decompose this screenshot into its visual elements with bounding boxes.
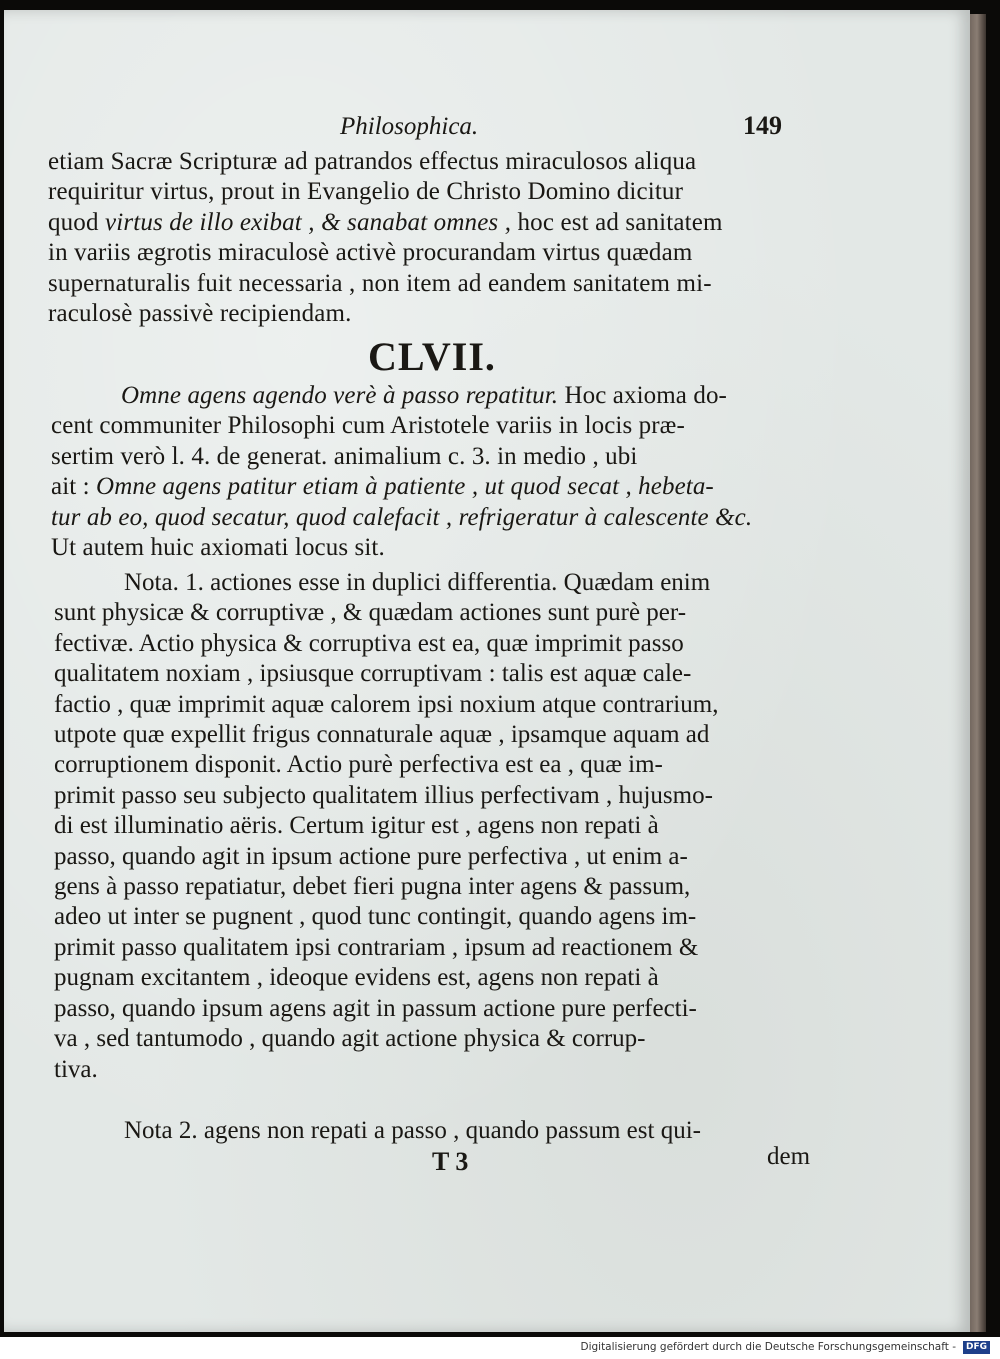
text-line: pugnam excitantem , ideoque evidens est, agens non repati à	[54, 964, 659, 992]
running-head: Philosophica.	[340, 113, 479, 140]
text-line: va , sed tantumodo , quando agit actione physica & corrup-	[54, 1025, 646, 1053]
text-line: sunt physicæ & corruptivæ , & quædam actiones sunt purè per-	[54, 599, 687, 627]
section-numeral: CLVII.	[368, 334, 496, 379]
digitization-credit: Digitalisierung gefördert durch die Deutsche Forschungsgemeinschaft -	[580, 1341, 956, 1353]
text-line: raculosè passivè recipiendam.	[48, 300, 352, 328]
text-line: qualitatem noxiam , ipsiusque corruptivam : talis est aquæ cale-	[54, 660, 692, 688]
text-line: primit passo qualitatem ipsi contrariam , ipsum ad reactionem &	[54, 933, 699, 961]
text-line: factio , quæ imprimit aquæ calorem ipsi noxium atque contrarium,	[54, 690, 719, 718]
text-line: cent communiter Philosophi cum Aristotele variis in locis præ-	[51, 412, 685, 440]
text-run: quod	[48, 208, 105, 236]
text-line: supernaturalis fuit necessaria , non item ad eandem sanitatem mi-	[48, 269, 712, 297]
nota-1-paragraph	[54, 568, 718, 1085]
page-edge	[968, 14, 986, 1332]
text-line: requiritur virtus, prout in Evangelio de Christo Domino dicitur	[48, 178, 684, 206]
text-run: ait :	[51, 473, 97, 501]
text-line: gens à passo repatiatur, debet fieri pugna inter agens & passum,	[54, 873, 691, 901]
text-line: passo, quando ipsum agens agit in passum actione pure perfecti-	[54, 994, 697, 1022]
text-line: Nota. 1. actiones esse in duplici differentia. Quædam enim	[124, 569, 711, 596]
text-line	[48, 208, 723, 238]
text-line: fectivæ. Actio physica & corruptiva est ea, quæ imprimit passo	[54, 629, 684, 657]
text-line: Ut autem huic axiomati locus sit.	[51, 534, 385, 562]
text-run: hoc est ad sanitatem	[511, 208, 723, 236]
text-line: etiam Sacræ Scripturæ ad patrandos effectus miraculosos aliqua	[48, 148, 697, 175]
printer-signature: T 3	[432, 1147, 469, 1176]
text-line: passo, quando agit in ipsum actione pure perfectiva , ut enim a-	[54, 842, 688, 870]
text-line	[51, 503, 752, 533]
nota-2-text: Nota 2. agens non repati a passo , quando passum est qui-	[124, 1117, 701, 1144]
text-line	[51, 472, 752, 502]
text-line: sertim verò l. 4. de generat. animalium c. 3. in medio , ubi	[51, 442, 638, 470]
italic-text: Omne agens agendo verè à passo repatitur.	[121, 382, 559, 409]
dfg-logo: DFG	[963, 1341, 990, 1354]
italic-text: Omne agens patitur etiam à patiente , ut quod secat , hebeta-	[96, 473, 714, 501]
text-line: utpote quæ expellit frigus connaturale aquæ , ipsamque aquam ad	[54, 721, 710, 749]
text-line: in variis ægrotis miraculosè activè procurandam virtus quædam	[48, 239, 693, 267]
text-line: corruptionem disponit. Actio purè perfectiva est ea , quæ im-	[54, 751, 663, 779]
text-line: tiva.	[54, 1055, 98, 1083]
text-line	[51, 381, 752, 411]
text-line: primit passo seu subjecto qualitatem illius perfectivam , hujusmo-	[54, 781, 713, 809]
axiom-paragraph	[51, 381, 752, 563]
text-line: adeo ut inter se pugnent , quod tunc contingit, quando agens im-	[54, 903, 697, 931]
italic-text: virtus de illo exibat , & sanabat omnes ,	[105, 208, 512, 236]
page-number: 149	[743, 111, 782, 140]
italic-text: tur ab eo, quod secatur, quod calefacit , refrigeratur à calescente &c.	[51, 503, 753, 531]
text-run: Hoc axioma do-	[558, 382, 727, 409]
intro-paragraph	[48, 147, 723, 329]
text-line: di est illuminatio aëris. Certum igitur est , agens non repati à	[54, 812, 659, 840]
nota-2-line	[124, 1116, 701, 1146]
catchword: dem	[767, 1143, 811, 1170]
